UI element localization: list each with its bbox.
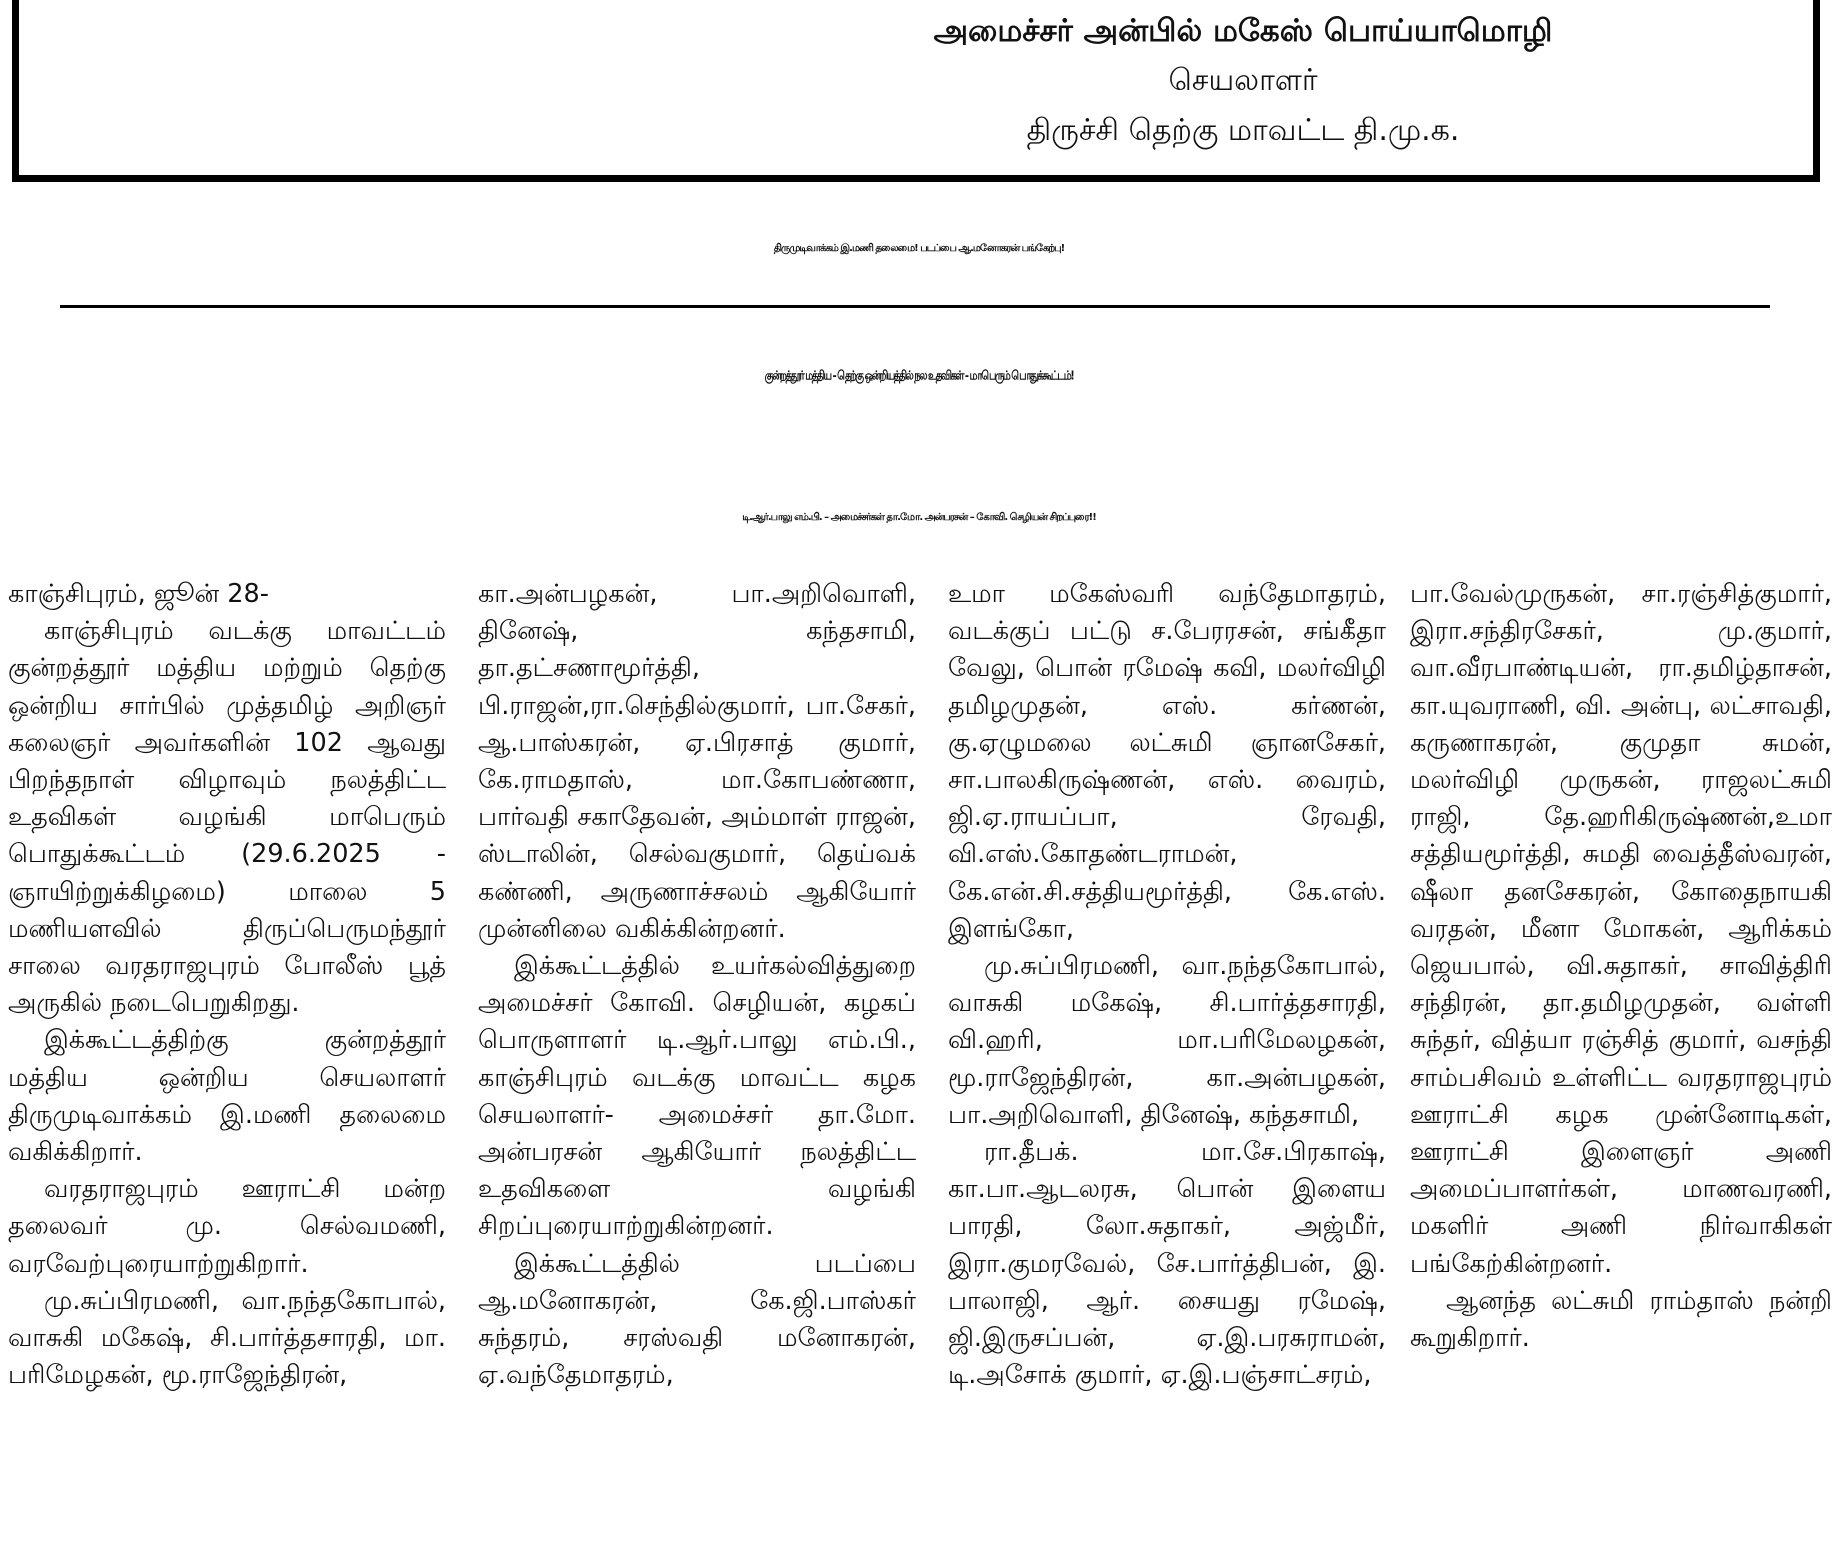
paragraph: இக்கூட்டத்தில் உயர்கல்வித்துறை அமைச்சர் கோவி. செழியன், கழகப் பொருளாளர் டி.ஆர்.பாலு எம்.பி., காஞ்சிபுரம் வடக்கு மாவட்ட கழக செயலாளர்- அமைச்சர் தா.மோ. அன்பரசன் ஆகியோர் நலத்திட்ட உதவிகளை வழங்கி சிறப்புரையாற்றுகின்றனர். — [478, 951, 916, 1242]
paragraph: பா.வேல்முருகன், சா.ரஞ்சித்குமார், இரா.சந்திரசேகர், மு.குமார், வா.வீரபாண்டியன், ரா.தமிழ்தாசன், கா.யுவராணி, வி. அன்பு, லட்சாவதி, கருணாகரன், குமுதா சுமன், மலர்விழி முருகன், ராஜலட்சுமி ராஜி, தே.ஹரிகிருஷ்ணன்,உமா சத்தியமூர்த்தி, சுமதி வைத்தீஸ்வரன், ஷீலா தனசேகரன், கோதைநாயகி வரதன், மீனா மோகன், ஆரிக்கம் ஜெயபால், வி.சுதாகர், சாவித்திரி சந்திரன், தா.தமிழமுதன், வள்ளி சுந்தர், வித்யா ரஞ்சித் குமார், வசந்தி சாம்பசிவம் உள்ளிட்ட வரதராஜபுரம் ஊராட்சி கழக முன்னோடிகள், ஊராட்சி இளைஞர் அணி அமைப்பாளர்கள், மாணவரணி, மகளிர் அணி நிர்வாகிகள் பங்கேற்கின்றனர். — [1410, 579, 1832, 1279]
paragraph: மு.சுப்பிரமணி, வா.நந்தகோபால், வாசுகி மகேஷ், சி.பார்த்தசாரதி, மா. பரிமேழகன், மூ.ராஜேந்திரன், — [8, 1285, 446, 1391]
dateline: காஞ்சிபுரம், ஜூன் 28- — [8, 579, 269, 609]
paragraph: காஞ்சிபுரம் வடக்கு மாவட்டம் குன்றத்தூர் மத்திய மற்றும் தெற்கு ஒன்றிய சார்பில் முத்தமிழ் அறிஞர் கலைஞர் அவர்களின் 102 ஆவது பிறந்தநாள் விழாவும் நலத்திட்ட உதவிகள் வழங்கி மாபெரும் பொதுக்கூட்டம் (29.6.2025 - ஞாயிற்றுக்கிழமை) மாலை 5 மணியளவில் திருப்பெருமந்தூர் சாலை வரதராஜபுரம் போலீஸ் பூத் அருகில் நடைபெறுகிறது. — [8, 616, 446, 1019]
paragraph: வரதராஜபுரம் ஊராட்சி மன்ற தலைவர் மு. செல்வமணி, வரவேற்புரையாற்றுகிறார். — [8, 1174, 446, 1279]
paragraph: உமா மகேஸ்வரி வந்தேமாதரம், வடக்குப் பட்டு ச.பேரரசன், சங்கீதா வேலு, பொன் ரமேஷ் கவி, மலர்விழி தமிழமுதன், எஸ். கர்ணன், கு.ஏழுமலை லட்சுமி ஞானசேகர், சா.பாலகிருஷ்ணன், எஸ். வைரம், ஜி.ஏ.ராயப்பா, ரேவதி, வி.எஸ்.கோதண்டராமன், கே.என்.சி.சத்தியமூர்த்தி, கே.எஸ். இளங்கோ, — [948, 579, 1386, 944]
signature-role: செயலாளர் — [1168, 63, 1318, 98]
signature-name: அமைச்சர் அன்பில் மகேஸ் பொய்யாமொழி — [933, 13, 1553, 49]
article-column-1 — [8, 576, 446, 1554]
signature-block — [863, 6, 1623, 156]
kicker-headline: திருமுடிவாக்கம் இ.மணி தலைமை! படப்பை ஆ.மனோகரன் பங்கேற்பு! — [773, 243, 1065, 254]
paragraph: இக்கூட்டத்திற்கு குன்றத்தூர் மத்திய ஒன்றிய செயலாளர் திருமுடிவாக்கம் இ.மணி தலைமை வகிக்கிறார். — [8, 1025, 446, 1168]
paragraph: மு.சுப்பிரமணி, வா.நந்தகோபால், வாசுகி மகேஷ், சி.பார்த்தசாரதி, வி.ஹரி, மா.பரிமேலழகன், மூ.ராஜேந்திரன், கா.அன்பழகன், பா.அறிவொளி, தினேஷ், கந்தசாமி, — [948, 951, 1386, 1130]
article-column-4 — [1410, 576, 1832, 1554]
paragraph: ரா.தீபக். மா.சே.பிரகாஷ், கா.பா.ஆடலரசு, பொன் இளைய பாரதி, லோ.சுதாகர், அஜ்மீர், இரா.குமரவேல், சே.பார்த்திபன், இ. பாலாஜி, ஆர். சையது ரமேஷ், ஜி.இருசப்பன், ஏ.இ.பரசுராமன், டி.அசோக் குமார், ஏ.இ.பஞ்சாட்சரம், — [948, 1137, 1386, 1391]
paragraph: இக்கூட்டத்தில் படப்பை ஆ.மனோகரன், கே.ஜி.பாஸ்கர் சுந்தரம், சரஸ்வதி மனோகரன், ஏ.வந்தேமாதரம், — [478, 1248, 916, 1391]
sub-headline: டி.ஆர்.பாலு எம்.பி. – அமைச்சர்கள் தா.மோ. அன்பரசன் – கோவி. செழியன் சிறப்புரை!! — [742, 512, 1096, 523]
closing-paragraph: ஆனந்த லட்சுமி ராம்தாஸ் நன்றி கூறுகிறார். — [1410, 1285, 1832, 1354]
signature-org: திருச்சி தெற்கு மாவட்ட தி.மு.க. — [1026, 113, 1460, 148]
paragraph: கா.அன்பழகன், பா.அறிவொளி, தினேஷ், கந்தசாமி, தா.தட்சணாமூர்த்தி, பி.ராஜன்,ரா.செந்தில்குமார், பா.சேகர், ஆ.பாஸ்கரன், ஏ.பிரசாத் குமார், கே.ராமதாஸ், மா.கோபண்ணா, பார்வதி சகாதேவன், அம்மாள் ராஜன், ஸ்டாலின், செல்வகுமார், தெய்வக் கண்ணி, அருணாச்சலம் ஆகியோர் முன்னிலை வகிக்கின்றனர். — [478, 579, 916, 944]
signature-box — [12, 0, 1820, 182]
article-column-2 — [478, 576, 916, 1554]
main-headline: குன்றத்தூர் மத்திய - தெற்கு ஒன்றியத்தில் நல உதவிகள் - மாபெரும் பொதுக்கூட்டம்! — [764, 369, 1074, 384]
article-column-3 — [948, 576, 1386, 1554]
